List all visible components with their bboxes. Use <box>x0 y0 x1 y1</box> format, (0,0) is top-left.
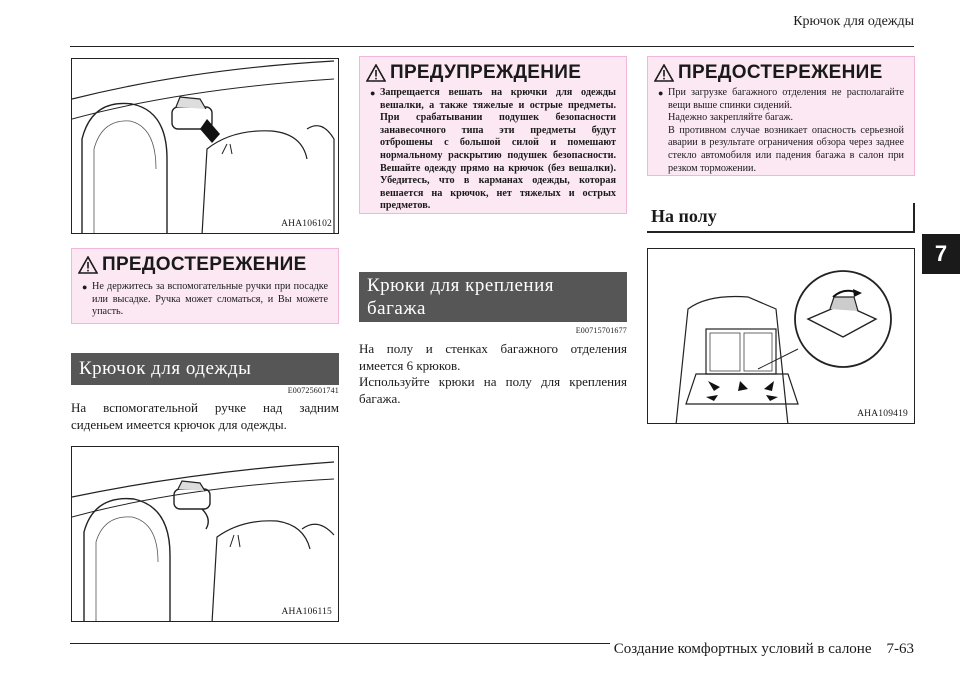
page-header-title: Крючок для одежды <box>793 14 914 29</box>
bullet-icon: ● <box>82 282 88 292</box>
paragraph-text: На вспомогательной ручке над задним сиденьем имеется крючок для одежды. <box>71 400 339 432</box>
paragraph-text-2: Используйте крюки на полу для крепления багажа. <box>359 374 627 406</box>
caution-title: ПРЕДОСТЕРЕЖЕНИЕ <box>678 62 883 83</box>
caution-title: ПРЕДОСТЕРЕЖЕНИЕ <box>102 254 307 275</box>
footer-section: Создание комфортных условий в салоне <box>613 641 872 657</box>
caution-line-1: При загрузке багажного отделения не располагайте вещи выше спинки сидений. <box>668 87 904 111</box>
section-code: E00715701677 <box>575 326 627 335</box>
clothes-hook-illustration <box>72 447 339 622</box>
caution-heading <box>78 254 307 276</box>
subsection-heading-floor: На полу <box>647 203 915 233</box>
caution-text: Не держитесь за вспомогательные ручки при посадке или высадке. Ручка может сломаться, и Вы можете упасть. <box>92 281 328 318</box>
warning-box-middle <box>359 56 627 214</box>
figure-clothes-hook <box>71 446 339 622</box>
page-footer <box>610 641 914 658</box>
cargo-area-illustration <box>648 249 915 424</box>
warning-triangle-icon <box>78 256 98 274</box>
warning-triangle-icon <box>366 64 386 82</box>
warning-text: Запрещается вешать на крючки для одежды вешалки, а также тяжелые и острые предметы. При срабатывании подушек безопасности занавесочного типа эти предметы будут отброшены с большой силой и помешают нормальному раскрытию подушек безопасности. Вешайте одежду прямо на крючок (без вешалки). Убедитесь, что в карманах одежды, которая вешается на крючок, нет тяжелых и острых предметов. <box>380 87 616 212</box>
figure-label: AHA106102 <box>281 219 332 229</box>
caution-box-right <box>647 56 915 176</box>
caution-box-left <box>71 248 339 324</box>
section-heading-clothes-hook: Крючок для одежды <box>71 353 339 385</box>
caution-line-2: Надежно закрепляйте багаж. <box>668 112 794 124</box>
figure-cargo-floor-hooks <box>647 248 915 424</box>
section-paragraph <box>359 341 627 407</box>
caution-body <box>658 87 904 175</box>
caution-line-3: В противном случае возникает опасность серьезной аварии в результате ограничения обзора через заднее стекло автомобиля или падения багажа в салон при резком торможении. <box>668 124 904 174</box>
warning-triangle-icon <box>654 64 674 82</box>
bullet-icon: ● <box>370 88 376 98</box>
grab-handle-illustration <box>72 59 339 234</box>
bullet-icon: ● <box>658 88 664 98</box>
caution-heading <box>654 62 883 84</box>
warning-title: ПРЕДУПРЕЖДЕНИЕ <box>390 62 582 83</box>
warning-body <box>370 87 616 213</box>
figure-label: AHA109419 <box>857 409 908 419</box>
paragraph-text-1: На полу и стенках багажного отделения имеется 6 крюков. <box>359 341 627 373</box>
figure-label: AHA106115 <box>281 607 332 617</box>
chapter-tab[interactable]: 7 <box>922 234 960 274</box>
section-code: E00725601741 <box>287 386 339 395</box>
header-rule <box>70 46 914 47</box>
figure-grab-handle-hook <box>71 58 339 234</box>
section-paragraph <box>71 400 339 433</box>
warning-heading <box>366 62 581 84</box>
caution-body <box>82 281 328 319</box>
section-heading-cargo-hooks: Крюки для крепления багажа <box>359 272 627 322</box>
footer-page-number: 7-63 <box>886 641 914 657</box>
